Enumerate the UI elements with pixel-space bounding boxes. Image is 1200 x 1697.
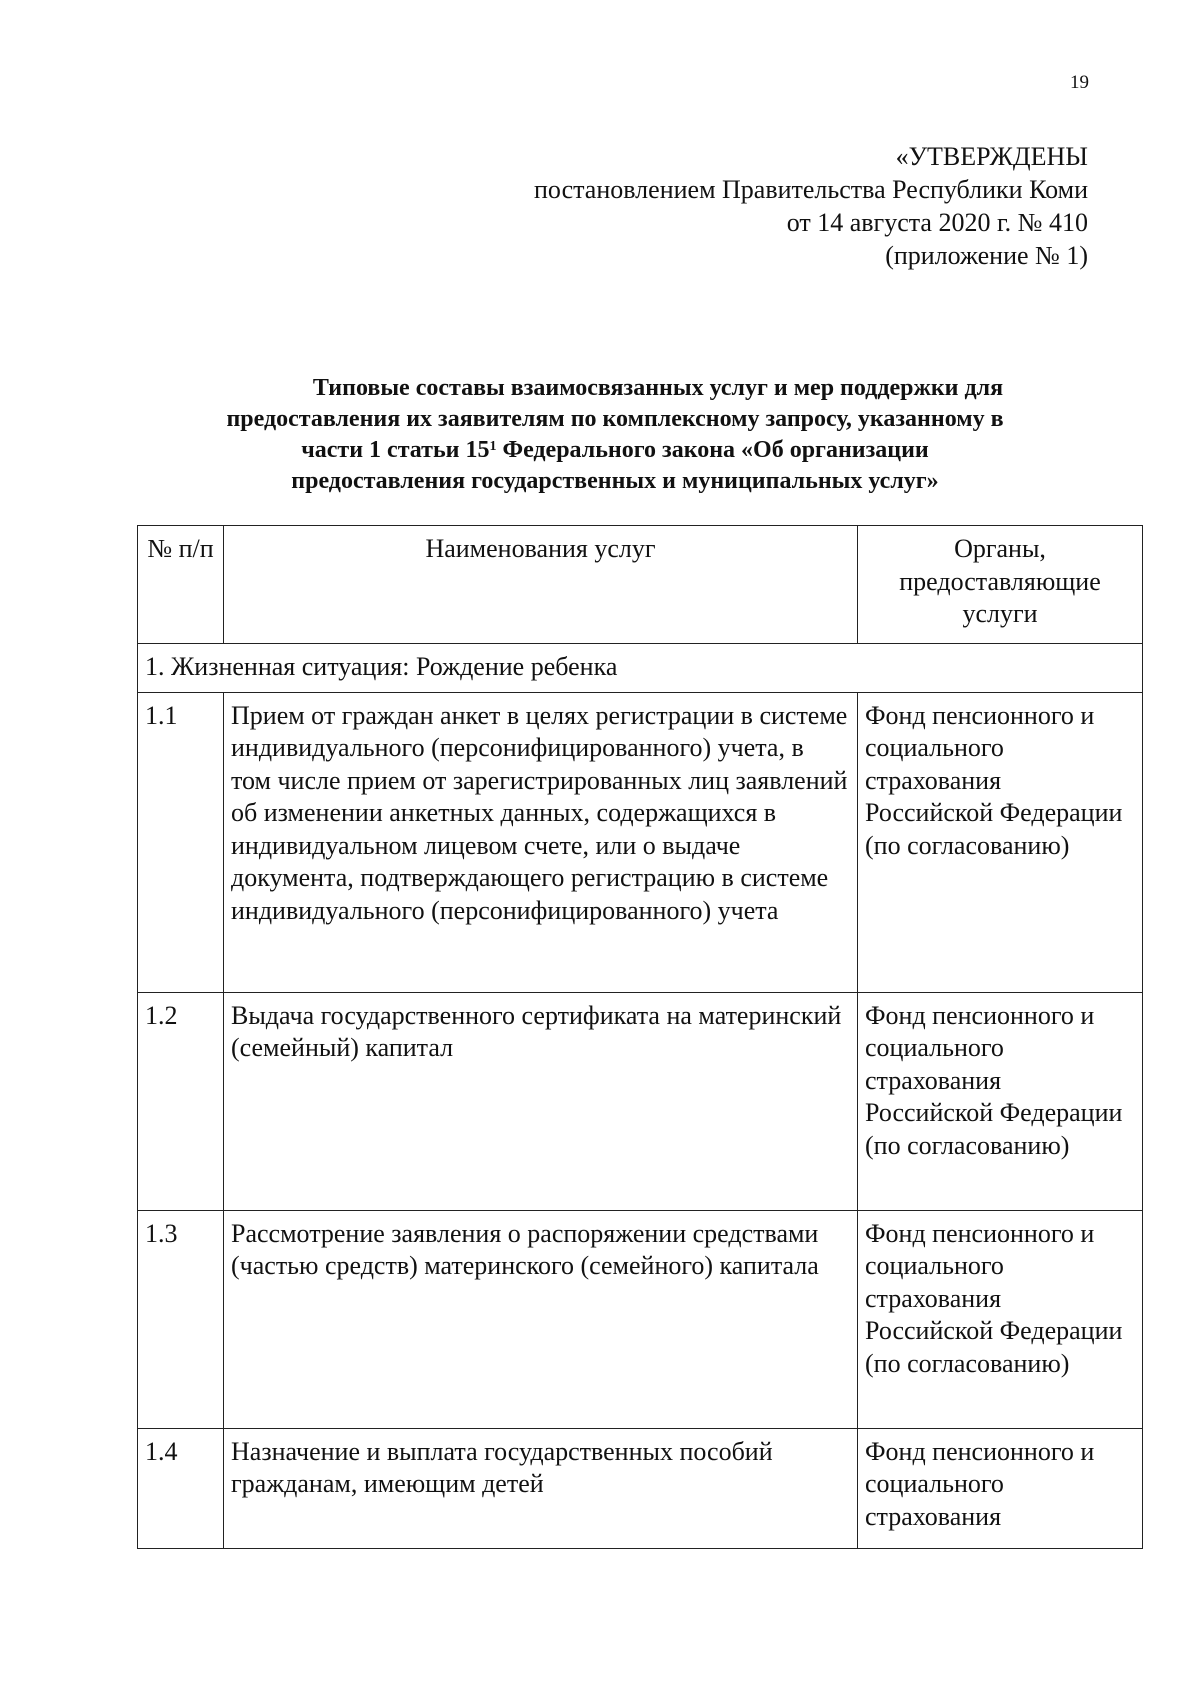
approval-line-4: (приложение № 1) bbox=[885, 241, 1088, 270]
title-line-1: Типовые составы взаимосвязанных услуг и мер поддержки для bbox=[312, 375, 1004, 401]
title-line-3 bbox=[145, 435, 1085, 466]
header-number: № п/п bbox=[138, 526, 224, 644]
approval-line-2: постановлением Правительства Республики Коми bbox=[534, 175, 1088, 204]
row-number: 1.1 bbox=[138, 692, 224, 992]
approval-stamp bbox=[534, 140, 1088, 272]
row-service-name: Прием от граждан анкет в целях регистрации в системе индивидуального (персонифицированного) учета, в том числе прием от зарегистрированных лиц заявлений об изменении анкетных данных, содержащихся в индивидуальном лицевом счете, или о выдаче документа, подтверждающего регистрацию в системе индивидуального (персонифицированного) учета bbox=[224, 692, 858, 992]
table-header-row bbox=[138, 526, 1143, 644]
section-row bbox=[138, 644, 1143, 693]
row-authority: Фонд пенсионного и социального страхования Российской Федерации (по согласованию) bbox=[858, 992, 1143, 1210]
row-service-name: Выдача государственного сертификата на материнский (семейный) капитал bbox=[224, 992, 858, 1210]
row-authority: Фонд пенсионного и социального страхования Российской Федерации (по согласованию) bbox=[858, 1210, 1143, 1428]
row-service-name: Назначение и выплата государственных пособий гражданам, имеющим детей bbox=[224, 1428, 858, 1548]
row-authority: Фонд пенсионного и социального страхования Российской Федерации (по согласованию) bbox=[858, 692, 1143, 992]
title-line-4: предоставления государственных и муниципальных услуг» bbox=[291, 468, 939, 494]
header-authority: Органы, предоставляющие услуги bbox=[858, 526, 1143, 644]
services-table bbox=[137, 525, 1143, 1549]
document-title bbox=[145, 373, 1085, 497]
row-authority: Фонд пенсионного и социального страхования bbox=[858, 1428, 1143, 1548]
table-row bbox=[138, 1428, 1143, 1548]
table-row bbox=[138, 692, 1143, 992]
header-service-name: Наименования услуг bbox=[224, 526, 858, 644]
row-service-name: Рассмотрение заявления о распоряжении средствами (частью средств) материнского (семейного) капитала bbox=[224, 1210, 858, 1428]
table-row bbox=[138, 992, 1143, 1210]
row-number: 1.3 bbox=[138, 1210, 224, 1428]
row-number: 1.2 bbox=[138, 992, 224, 1210]
title-line-3-start: части 1 статьи 15 bbox=[301, 437, 490, 463]
approval-line-1: «УТВЕРЖДЕНЫ bbox=[895, 142, 1088, 171]
title-superscript: 1 bbox=[489, 439, 497, 454]
page-number: 19 bbox=[1070, 72, 1089, 93]
title-line-2: предоставления их заявителям по комплексному запросу, указанному в bbox=[226, 406, 1004, 432]
table-row bbox=[138, 1210, 1143, 1428]
row-number: 1.4 bbox=[138, 1428, 224, 1548]
title-line-3-end: Федерального закона «Об организации bbox=[496, 437, 929, 463]
section-title: 1. Жизненная ситуация: Рождение ребенка bbox=[138, 644, 1143, 693]
approval-line-3: от 14 августа 2020 г. № 410 bbox=[786, 208, 1088, 237]
